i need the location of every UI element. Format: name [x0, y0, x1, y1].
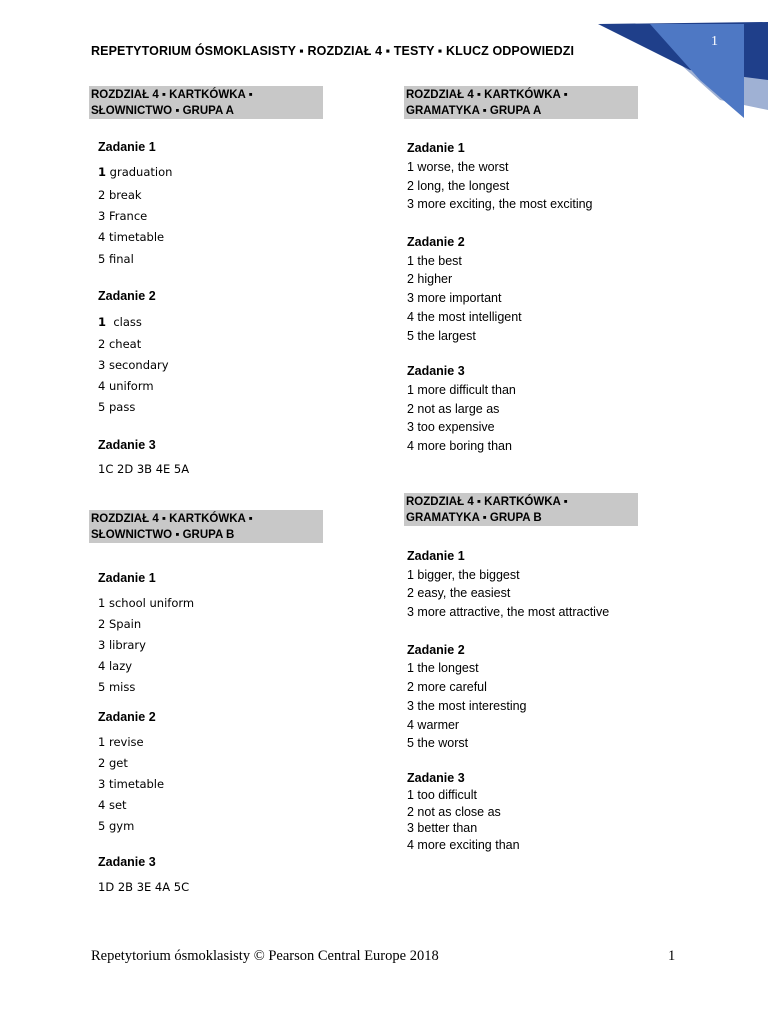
- list-item: 2 not as close as: [407, 805, 501, 819]
- list-item: 5 gym: [98, 819, 135, 833]
- list-item: 1 graduation: [98, 165, 173, 179]
- list-item: 1 class: [98, 315, 142, 329]
- section-title-gramatyka-b: [404, 493, 638, 526]
- list-item: 1 worse, the worst: [407, 160, 509, 174]
- task-title: Zadanie 1: [407, 141, 465, 155]
- task-title: Zadanie 3: [407, 771, 465, 785]
- task-title: Zadanie 3: [98, 438, 156, 452]
- list-item: 2 Spain: [98, 617, 142, 631]
- list-item: 3 better than: [407, 821, 478, 835]
- list-item: 4 set: [98, 798, 127, 812]
- task-title: Zadanie 1: [98, 140, 156, 154]
- list-item: 4 more exciting than: [407, 838, 520, 852]
- list-item: 5 the largest: [407, 329, 476, 343]
- page-header: REPETYTORIUM ÓSMOKLASISTY ▪ ROZDZIAŁ 4 ▪ TESTY ▪ KLUCZ ODPOWIEDZI: [91, 44, 575, 58]
- list-item: 4 more boring than: [407, 439, 512, 453]
- task-title: Zadanie 1: [407, 549, 465, 563]
- list-item: 3 France: [98, 209, 148, 223]
- footer-page-number: 1: [668, 948, 676, 964]
- list-item: 4 lazy: [98, 659, 133, 673]
- list-item: 2 not as large as: [407, 402, 500, 416]
- list-item: 2 more careful: [407, 680, 487, 694]
- list-item: 3 more attractive, the most attractive: [407, 605, 610, 619]
- task-title: Zadanie 1: [98, 571, 156, 585]
- list-item: 4 warmer: [407, 718, 460, 732]
- list-item: 1 too difficult: [407, 788, 477, 802]
- top-page-number: 1: [711, 34, 718, 49]
- list-item: 2 easy, the easiest: [407, 586, 511, 600]
- section-title-line1: ROZDZIAŁ 4 ▪ KARTKÓWKA ▪: [406, 496, 568, 508]
- list-item: 1 the best: [407, 254, 462, 268]
- task-title: Zadanie 3: [98, 855, 156, 869]
- task-title: Zadanie 3: [407, 364, 465, 378]
- list-item: 3 secondary: [98, 358, 169, 372]
- section-title-line2: SŁOWNICTWO ▪ GRUPA B: [91, 529, 235, 541]
- list-item: 1 the longest: [407, 661, 479, 675]
- section-title-line1: ROZDZIAŁ 4 ▪ KARTKÓWKA ▪: [91, 513, 253, 525]
- list-item: 1 revise: [98, 735, 144, 749]
- section-title-gramatyka-a: [404, 86, 638, 119]
- list-item: 2 get: [98, 756, 128, 770]
- list-item: 5 pass: [98, 400, 136, 414]
- list-item: 3 more important: [407, 291, 502, 305]
- list-item: 2 break: [98, 188, 142, 202]
- list-item: 1 bigger, the biggest: [407, 568, 520, 582]
- section-title-line1: ROZDZIAŁ 4 ▪ KARTKÓWKA ▪: [406, 89, 568, 101]
- list-item: 3 the most interesting: [407, 699, 527, 713]
- list-item: 4 uniform: [98, 379, 154, 393]
- section-title-line2: GRAMATYKA ▪ GRUPA B: [406, 512, 542, 524]
- section-title-line2: GRAMATYKA ▪ GRUPA A: [406, 105, 542, 117]
- section-title-slownictwo-a: [89, 86, 323, 119]
- list-item: 3 more exciting, the most exciting: [407, 197, 593, 211]
- list-item: 2 higher: [407, 272, 453, 286]
- task-title: Zadanie 2: [98, 289, 156, 303]
- task-title: Zadanie 2: [407, 643, 465, 657]
- list-item: 4 the most intelligent: [407, 310, 522, 324]
- list-item: 5 final: [98, 252, 134, 266]
- list-item: 2 cheat: [98, 337, 142, 351]
- section-title-line1: ROZDZIAŁ 4 ▪ KARTKÓWKA ▪: [91, 89, 253, 101]
- list-item: 5 the worst: [407, 736, 469, 750]
- footer-copyright: Repetytorium ósmoklasisty © Pearson Central Europe 2018: [91, 948, 439, 964]
- list-item: 1C 2D 3B 4E 5A: [98, 462, 190, 476]
- section-title-slownictwo-b: [89, 510, 323, 543]
- list-item: 1 school uniform: [98, 596, 195, 610]
- section-title-line2: SŁOWNICTWO ▪ GRUPA A: [91, 105, 234, 117]
- list-item: 5 miss: [98, 680, 136, 694]
- list-item: 1 more difficult than: [407, 383, 516, 397]
- list-item: 3 too expensive: [407, 420, 495, 434]
- list-item: 3 library: [98, 638, 146, 652]
- list-item: 4 timetable: [98, 230, 165, 244]
- list-item: 3 timetable: [98, 777, 165, 791]
- list-item: 2 long, the longest: [407, 179, 510, 193]
- list-item: 1D 2B 3E 4A 5C: [98, 880, 190, 894]
- task-title: Zadanie 2: [98, 710, 156, 724]
- task-title: Zadanie 2: [407, 235, 465, 249]
